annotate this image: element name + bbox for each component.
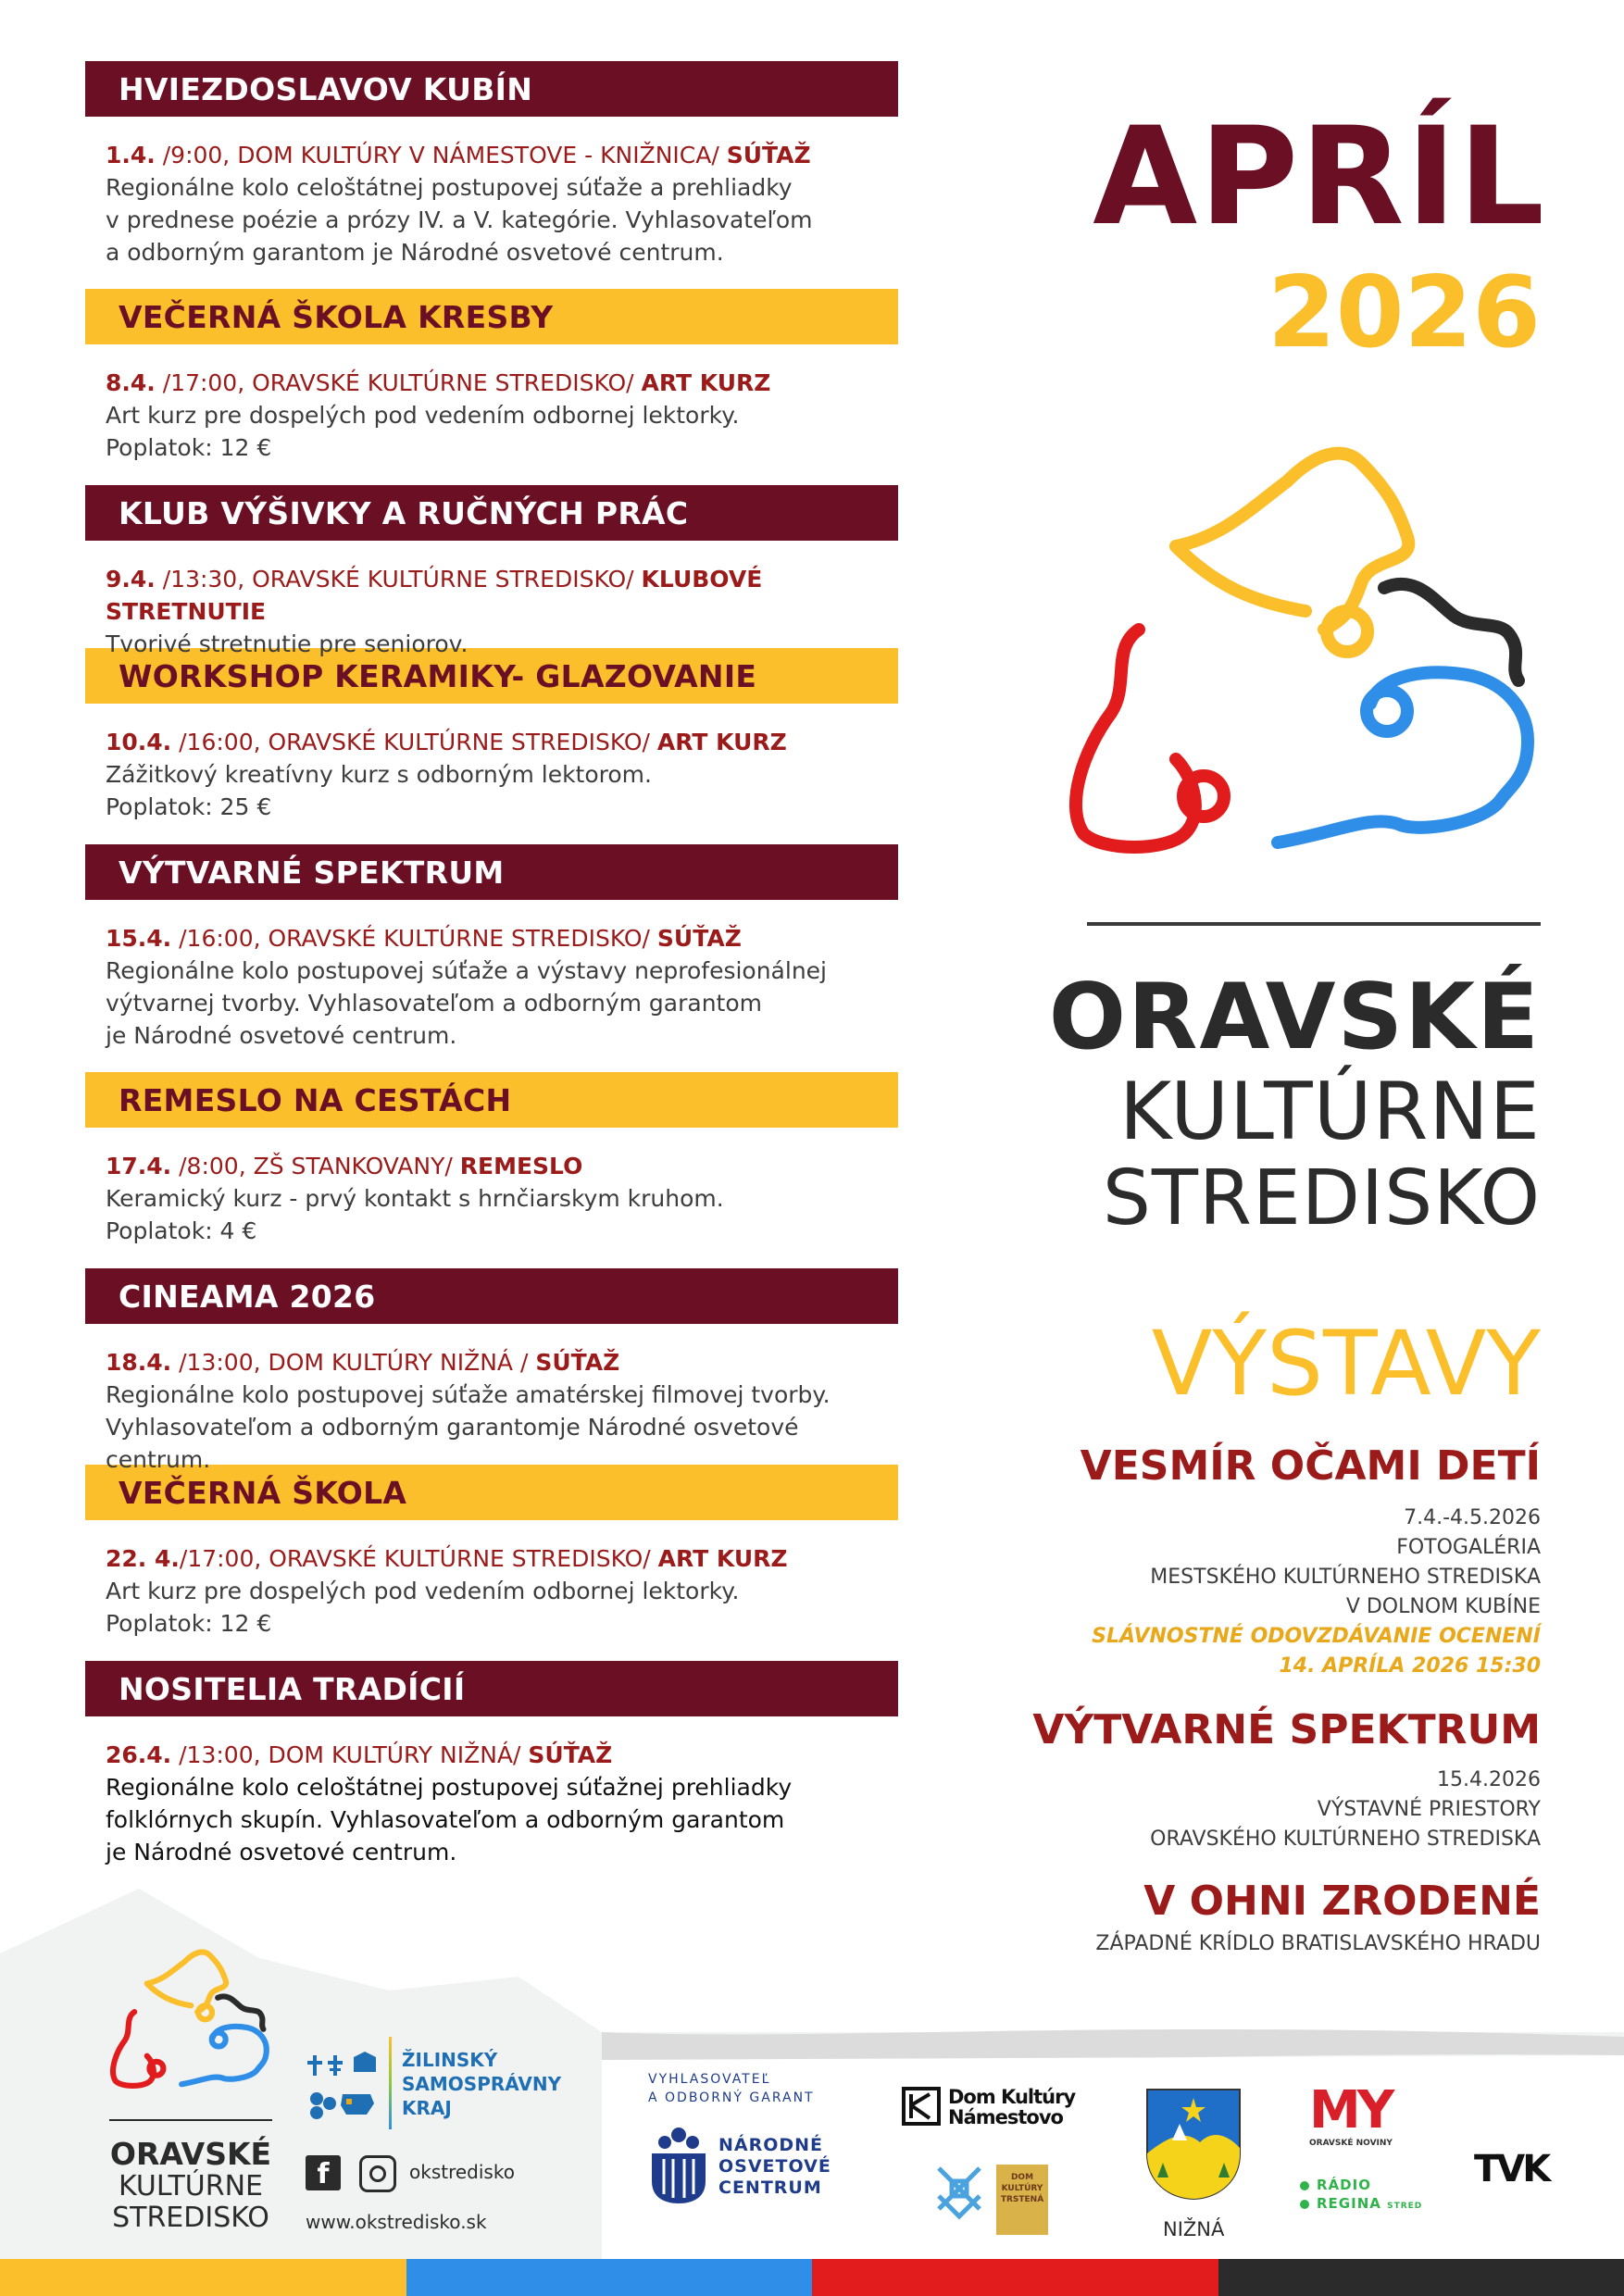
event-body — [85, 1128, 898, 1247]
garant-line: VYHLASOVATEĽ — [648, 2072, 771, 2087]
footer-okst-logo-icon — [109, 1944, 276, 2102]
year-title: 2026 — [1267, 256, 1541, 369]
org-line2: KULTÚRNE — [1118, 1066, 1541, 1158]
exhibition-1 — [1081, 1444, 1541, 1681]
exhibition-line: FOTOGALÉRIA — [1396, 1536, 1541, 1560]
event-body — [85, 1716, 898, 1868]
event-type: ART KURZ — [656, 729, 787, 755]
event-date: 18.4. — [106, 1349, 172, 1376]
event-date: 15.4. — [106, 925, 172, 952]
event-description-line: Regionálne kolo celoštátnej postupovej súťaže a prehliadky — [106, 174, 793, 201]
event-item — [85, 1072, 898, 1268]
event-title: HVIEZDOSLAVOV KUBÍN — [85, 61, 898, 117]
event-description-line: je Národné osvetové centrum. — [106, 1839, 457, 1866]
month-title: APRÍL — [1093, 98, 1546, 256]
event-description-line: Zážitkový kreatívny kurz s odborným lektorom. — [106, 761, 652, 788]
event-place: /17:00, ORAVSKÉ KULTÚRNE STREDISKO/ — [155, 369, 642, 396]
exhibition-line: 15.4.2026 — [1437, 1768, 1541, 1792]
event-date: 8.4. — [106, 369, 156, 396]
event-date: 17.4. — [106, 1153, 172, 1179]
event-title: VEČERNÁ ŠKOLA KRESBY — [85, 289, 898, 344]
event-description-line: Poplatok: 4 € — [106, 1217, 257, 1244]
event-description-line: Poplatok: 12 € — [106, 434, 272, 461]
event-item — [85, 485, 898, 657]
garant-line: A ODBORNÝ GARANT — [648, 2090, 815, 2105]
exhibition-title: V OHNI ZRODENÉ — [1143, 1878, 1541, 1925]
event-meta — [106, 1739, 898, 1771]
event-item — [85, 844, 898, 1072]
event-body — [85, 1520, 898, 1640]
events-list — [85, 61, 898, 1868]
event-place: /13:00, DOM KULTÚRY NIŽNÁ/ — [171, 1741, 529, 1768]
divider — [1087, 922, 1541, 926]
zsk-line: ŽILINSKÝ — [402, 2049, 498, 2071]
footer-logo-divider — [109, 2119, 272, 2121]
radio-line: RÁDIO — [1317, 2177, 1371, 2193]
dk-namestovo-text — [948, 2087, 1075, 2128]
event-title: VÝTVARNÉ SPEKTRUM — [85, 844, 898, 900]
event-item — [85, 1268, 898, 1473]
noc-line: NÁRODNÉ — [718, 2135, 824, 2155]
event-place: /16:00, ORAVSKÉ KULTÚRNE STREDISKO/ — [171, 925, 657, 952]
event-meta — [106, 367, 898, 399]
event-item — [85, 61, 898, 289]
event-description-line: folklórnych skupín. Vyhlasovateľom a odborným garantom — [106, 1806, 785, 1833]
instagram-icon[interactable] — [359, 2155, 396, 2192]
event-description-line: a odborným garantom je Národné osvetové centrum. — [106, 239, 724, 266]
event-description-line: výtvarnej tvorby. Vyhlasovateľom a odborným garantom — [106, 990, 763, 1017]
dk-namestovo-icon — [902, 2087, 941, 2126]
color-stripes — [0, 2259, 1624, 2296]
event-title: NOSITELIA TRADÍCIÍ — [85, 1661, 898, 1716]
event-body — [85, 900, 898, 1052]
event-date: 22. 4. — [106, 1545, 180, 1572]
footer-logo-line: ORAVSKÉ — [109, 2136, 272, 2172]
radio-line: STRED — [1387, 2202, 1423, 2211]
noc-line: OSVETOVÉ — [718, 2156, 831, 2177]
nizna-label: NIŽNÁ — [1163, 2218, 1225, 2240]
stripe-yellow — [0, 2259, 406, 2296]
event-meta — [106, 563, 898, 628]
exhibition-highlight: SLÁVNOSTNÉ ODOVZDÁVANIE OCENENÍ — [1092, 1625, 1541, 1649]
exhibition-line: VÝSTAVNÉ PRIESTORY — [1317, 1798, 1541, 1822]
event-place: /8:00, ZŠ STANKOVANY/ — [171, 1153, 460, 1179]
event-place: /13:30, ORAVSKÉ KULTÚRNE STREDISKO/ — [155, 566, 642, 593]
event-body — [85, 117, 898, 268]
event-description-line: Art kurz pre dospelých pod vedením odbornej lektorky. — [106, 1578, 740, 1604]
event-description-line: Poplatok: 25 € — [106, 793, 272, 820]
event-body — [85, 704, 898, 823]
event-meta — [106, 1346, 898, 1379]
event-date: 1.4. — [106, 142, 156, 168]
event-place: /13:00, DOM KULTÚRY NIŽNÁ / — [171, 1349, 536, 1376]
exhibition-title: VÝTVARNÉ SPEKTRUM — [1032, 1706, 1541, 1753]
footer-logo-line: STREDISKO — [112, 2202, 269, 2234]
event-type: SÚŤAŽ — [656, 925, 742, 952]
dk-line: Námestovo — [948, 2106, 1063, 2128]
event-title: VEČERNÁ ŠKOLA — [85, 1465, 898, 1520]
garant-label — [648, 2070, 815, 2107]
trstena-line: KULTÚRY — [1001, 2184, 1043, 2193]
radio-dot-icon — [1300, 2200, 1309, 2209]
exhibition-line: V DOLNOM KUBÍNE — [1345, 1595, 1541, 1619]
event-meta — [106, 139, 898, 171]
event-date: 26.4. — [106, 1741, 172, 1768]
event-body — [85, 1324, 898, 1476]
my-logo: MY — [1309, 2080, 1392, 2140]
event-title: CINEAMA 2026 — [85, 1268, 898, 1324]
event-place: /17:00, ORAVSKÉ KULTÚRNE STREDISKO/ — [179, 1545, 658, 1572]
zsk-crest-icon — [306, 2048, 389, 2124]
event-place: /9:00, DOM KULTÚRY V NÁMESTOVE - KNIŽNICA/ — [155, 142, 727, 168]
event-item — [85, 1661, 898, 1868]
event-type: ART KURZ — [657, 1545, 788, 1572]
event-body — [85, 344, 898, 464]
zsk-bar — [389, 2037, 392, 2129]
radio-line: REGINA — [1317, 2195, 1381, 2212]
event-body — [85, 541, 898, 660]
event-description-line: je Národné osvetové centrum. — [106, 1022, 457, 1049]
event-meta — [106, 726, 898, 758]
org-line3: STREDISKO — [1102, 1154, 1541, 1242]
footer-logo-text — [109, 2136, 272, 2234]
event-type: ART KURZ — [641, 369, 771, 396]
okst-logo-icon — [1065, 435, 1555, 889]
noc-text — [718, 2135, 831, 2199]
event-meta — [106, 1542, 898, 1575]
noc-logo-icon — [648, 2126, 709, 2205]
event-meta — [106, 922, 898, 955]
my-subtitle: ORAVSKÉ NOVINY — [1309, 2139, 1393, 2148]
stripe-dark — [1218, 2259, 1624, 2296]
event-description-line: Regionálne kolo postupovej súťaže a výstavy neprofesionálnej — [106, 957, 827, 984]
event-item — [85, 1465, 898, 1661]
event-type: SÚŤAŽ — [535, 1349, 620, 1376]
event-type: SÚŤAŽ — [726, 142, 811, 168]
org-name — [1048, 965, 1541, 1242]
event-title: REMESLO NA CESTÁCH — [85, 1072, 898, 1128]
dk-trstena-icon — [931, 2159, 1050, 2239]
radio-dot-icon — [1300, 2181, 1309, 2190]
tvk-logo: TVK — [1474, 2148, 1549, 2190]
exhibition-2 — [1032, 1708, 1541, 1854]
exhibition-highlight: 14. APRÍLA 2026 15:30 — [1279, 1654, 1541, 1678]
stripe-blue — [406, 2259, 813, 2296]
event-description-line: Regionálne kolo celoštátnej postupovej súťažnej prehliadky — [106, 1774, 793, 1801]
exhibition-line: MESTSKÉHO KULTÚRNEHO STREDISKA — [1150, 1566, 1541, 1590]
event-place: /16:00, ORAVSKÉ KULTÚRNE STREDISKO/ — [171, 729, 657, 755]
event-description-line: Poplatok: 12 € — [106, 1610, 272, 1637]
zsk-line: SAMOSPRÁVNY — [402, 2073, 562, 2095]
footer-logo-line: KULTÚRNE — [119, 2170, 263, 2202]
event-type: KLUBOVÉ STRETNUTIE — [106, 566, 763, 625]
zsk-text — [402, 2048, 561, 2120]
website-link[interactable]: www.okstredisko.sk — [306, 2211, 487, 2233]
event-item — [85, 648, 898, 844]
exhibition-line: ORAVSKÉHO KULTÚRNEHO STREDISKA — [1150, 1828, 1541, 1852]
stripe-red — [812, 2259, 1218, 2296]
event-title: KLUB VÝŠIVKY A RUČNÝCH PRÁC — [85, 485, 898, 541]
noc-line: CENTRUM — [718, 2177, 822, 2198]
event-description-line: Vyhlasovateľom a odborným garantomje Národné osvetové centrum. — [106, 1414, 799, 1473]
event-description-line: Art kurz pre dospelých pod vedením odbornej lektorky. — [106, 402, 740, 429]
event-description-line: Tvorivé stretnutie pre seniorov. — [106, 630, 468, 657]
event-item — [85, 289, 898, 485]
nizna-crest-icon — [1144, 2087, 1243, 2202]
event-description-line: Keramický kurz - prvý kontakt s hrnčiarskym kruhom. — [106, 1185, 724, 1212]
social-handle[interactable]: okstredisko — [409, 2161, 515, 2183]
zsk-line: KRAJ — [402, 2097, 452, 2119]
event-type: REMESLO — [459, 1153, 583, 1179]
event-description-line: Regionálne kolo postupovej súťaže amatérskej filmovej tvorby. — [106, 1381, 831, 1408]
event-description-line: v prednese poézie a prózy IV. a V. kategórie. Vyhlasovateľom — [106, 206, 813, 233]
exhibition-line: ZÁPADNÉ KRÍDLO BRATISLAVSKÉHO HRADU — [1095, 1932, 1541, 1956]
radio-text — [1317, 2176, 1422, 2215]
exhibition-title: VESMÍR OČAMI DETÍ — [1080, 1442, 1541, 1490]
event-date: 9.4. — [106, 566, 156, 593]
exhibition-line: 7.4.-4.5.2026 — [1404, 1506, 1541, 1530]
org-line1: ORAVSKÉ — [1048, 965, 1541, 1070]
trstena-line: DOM — [1010, 2173, 1034, 2182]
dk-line: Dom Kultúry — [948, 2086, 1076, 2108]
event-date: 10.4. — [106, 729, 172, 755]
event-meta — [106, 1150, 898, 1182]
exhibitions-heading: VÝSTAVY — [1151, 1312, 1541, 1416]
event-type: SÚŤAŽ — [528, 1741, 613, 1768]
event-title: WORKSHOP KERAMIKY- GLAZOVANIE — [85, 648, 898, 704]
trstena-line: TRSTENÁ — [1000, 2195, 1044, 2204]
facebook-icon[interactable]: f — [306, 2155, 341, 2190]
